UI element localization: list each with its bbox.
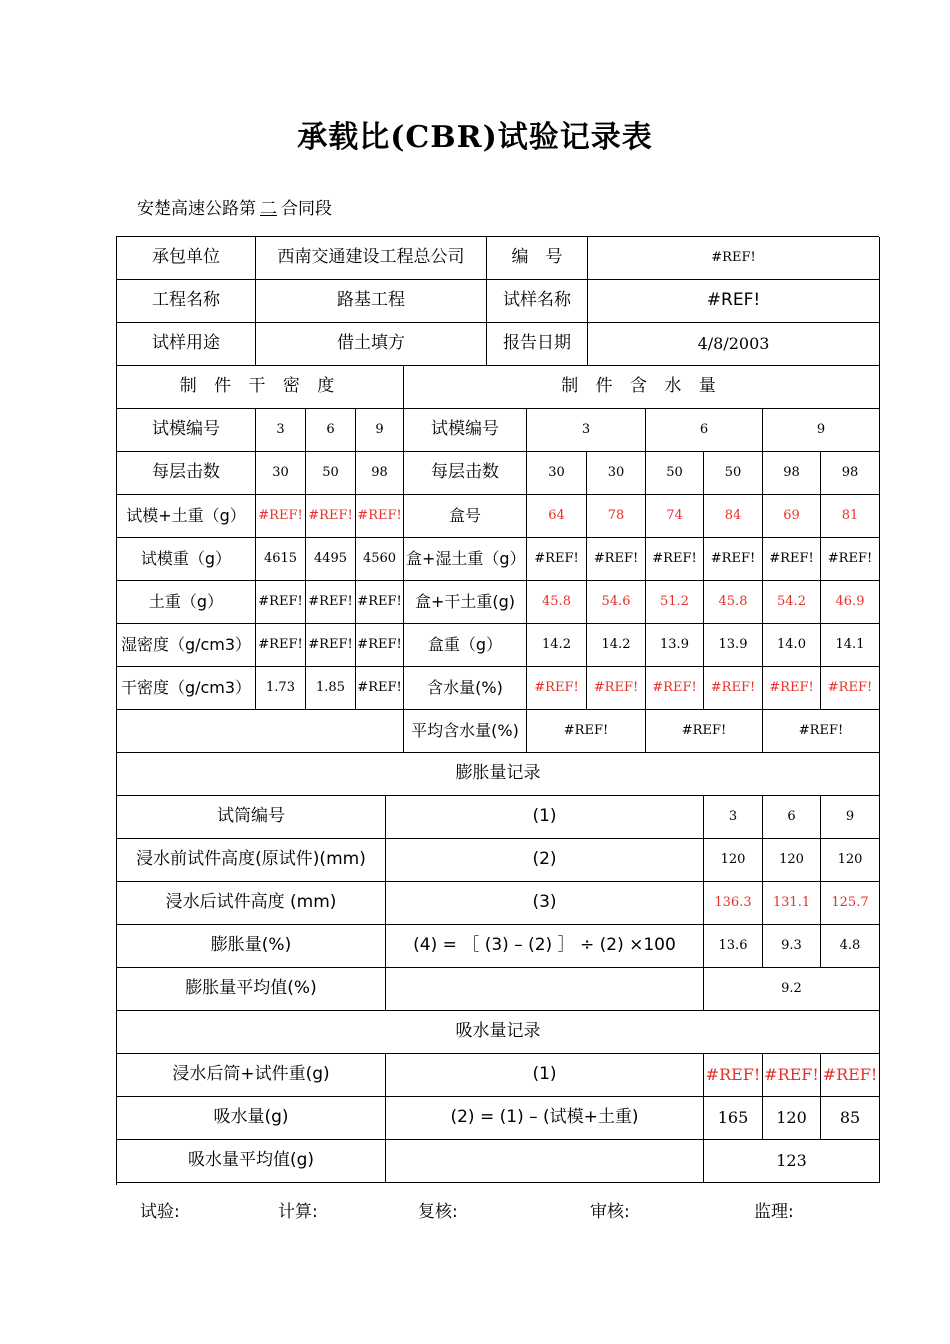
moisture-value: 14.1 [821,624,880,667]
header-label: 报告日期 [487,323,588,366]
density-value: 1.73 [256,667,306,710]
supervisor-label: 监理: [754,1202,794,1222]
swell-value: 6 [763,796,821,839]
page-title: 承载比(CBR)试验记录表 [297,120,653,155]
moisture-value: 54.6 [587,581,646,624]
header-value: 4/8/2003 [588,323,880,366]
section-number: 二 [260,199,277,219]
swell-avg-value: 9.2 [704,968,880,1011]
header-value: 借土填方 [256,323,487,366]
calculator-label: 计算: [278,1202,318,1222]
blows-value: 98 [763,452,821,495]
absorption-section-title: 吸水量记录 [117,1011,880,1054]
density-value: #REF! [356,495,404,538]
tester-label: 试验: [140,1202,180,1222]
mold-number: 6 [646,409,763,452]
blank-cell [386,968,704,1011]
density-value: 4495 [306,538,356,581]
header-label: 试样名称 [487,280,588,323]
moisture-value: #REF! [821,667,880,710]
mold-number: 9 [356,409,404,452]
absorption-row-label: 吸水量(g) [117,1097,386,1140]
swell-formula: (1) [386,796,704,839]
swell-value: 3 [704,796,763,839]
moisture-row-label: 盒+湿土重（g） [404,538,527,581]
mold-number: 6 [306,409,356,452]
density-value: 1.85 [306,667,356,710]
header-value: #REF! [588,280,880,323]
density-row-label: 土重（g） [117,581,256,624]
swell-formula: (4) = ［ (3) – (2) ］ ÷ (2) ×100 [386,925,704,968]
swell-row-label: 试筒编号 [117,796,386,839]
density-value: #REF! [256,495,306,538]
header-label: 试样用途 [117,323,256,366]
swell-value: 4.8 [821,925,880,968]
density-value: #REF! [256,624,306,667]
mold-number: 9 [763,409,880,452]
moisture-value: #REF! [587,667,646,710]
blows-label: 每层击数 [117,452,256,495]
header-value: #REF! [588,237,880,280]
moisture-value: 74 [646,495,704,538]
moisture-value: 14.2 [587,624,646,667]
reviewer-label: 复核: [418,1202,458,1222]
mold-number: 3 [527,409,646,452]
density-value: #REF! [306,624,356,667]
blows-value: 30 [587,452,646,495]
moisture-row-label: 含水量(%) [404,667,527,710]
density-value: #REF! [256,581,306,624]
swell-value: 13.6 [704,925,763,968]
moisture-value: 45.8 [527,581,587,624]
swell-value: 136.3 [704,882,763,925]
density-value: #REF! [356,624,404,667]
blank-cell [386,1140,704,1183]
moisture-value: #REF! [527,667,587,710]
subtitle-prefix: 安楚高速公路第 [137,199,256,219]
density-value: #REF! [356,667,404,710]
blows-value: 98 [821,452,880,495]
blows-value: 30 [256,452,306,495]
moisture-value: 13.9 [704,624,763,667]
swell-section-title: 膨胀量记录 [117,753,880,796]
swell-value: 120 [821,839,880,882]
absorption-formula: (1) [386,1054,704,1097]
blank-cell [117,710,404,753]
moisture-value: #REF! [821,538,880,581]
cbr-record-table [116,236,879,1185]
contract-section-line [137,194,332,219]
moisture-value: 54.2 [763,581,821,624]
auditor-label: 审核: [590,1202,630,1222]
density-row-label: 试模+土重（g） [117,495,256,538]
swell-value: 120 [763,839,821,882]
absorption-formula: (2) = (1) – (试模+土重) [386,1097,704,1140]
absorption-value: 120 [763,1097,821,1140]
blows-value: 50 [306,452,356,495]
density-value: #REF! [356,581,404,624]
moisture-value: 81 [821,495,880,538]
density-value: #REF! [306,581,356,624]
moisture-row-label: 盒重（g） [404,624,527,667]
absorption-avg-value: 123 [704,1140,880,1183]
blows-value: 50 [646,452,704,495]
mold-number-label: 试模编号 [404,409,527,452]
moisture-value: #REF! [763,667,821,710]
moisture-section-title: 制 件 含 水 量 [404,366,880,409]
avg-moisture-label: 平均含水量(%) [404,710,527,753]
moisture-row-label: 盒号 [404,495,527,538]
header-value: 西南交通建设工程总公司 [256,237,487,280]
avg-moisture-value: #REF! [763,710,880,753]
swell-row-label: 浸水后试件高度 (mm) [117,882,386,925]
moisture-value: 51.2 [646,581,704,624]
absorption-value: #REF! [704,1054,763,1097]
moisture-value: #REF! [587,538,646,581]
blows-value: 30 [527,452,587,495]
density-value: 4560 [356,538,404,581]
header-label: 编 号 [487,237,588,280]
moisture-value: #REF! [763,538,821,581]
density-row-label: 试模重（g） [117,538,256,581]
mold-number-label: 试模编号 [117,409,256,452]
absorption-row-label: 浸水后筒+试件重(g) [117,1054,386,1097]
moisture-value: 14.0 [763,624,821,667]
swell-value: 120 [704,839,763,882]
swell-value: 125.7 [821,882,880,925]
moisture-value: 69 [763,495,821,538]
swell-row-label: 浸水前试件高度(原试件)(mm) [117,839,386,882]
moisture-value: #REF! [646,538,704,581]
header-label: 承包单位 [117,237,256,280]
moisture-value: 46.9 [821,581,880,624]
absorption-value: 165 [704,1097,763,1140]
swell-value: 9 [821,796,880,839]
header-label: 工程名称 [117,280,256,323]
avg-moisture-value: #REF! [646,710,763,753]
header-value: 路基工程 [256,280,487,323]
density-row-label: 湿密度（g/cm3） [117,624,256,667]
density-value: #REF! [306,495,356,538]
swell-value: 9.3 [763,925,821,968]
mold-number: 3 [256,409,306,452]
moisture-value: 78 [587,495,646,538]
moisture-value: 84 [704,495,763,538]
moisture-value: #REF! [646,667,704,710]
moisture-value: #REF! [704,667,763,710]
swell-row-label: 膨胀量(%) [117,925,386,968]
moisture-value: 64 [527,495,587,538]
moisture-value: 45.8 [704,581,763,624]
absorption-value: 85 [821,1097,880,1140]
density-section-title: 制 件 干 密 度 [117,366,404,409]
density-value: 4615 [256,538,306,581]
swell-value: 131.1 [763,882,821,925]
blows-value: 98 [356,452,404,495]
moisture-value: #REF! [704,538,763,581]
moisture-row-label: 盒+干土重(g) [404,581,527,624]
absorption-avg-label: 吸水量平均值(g) [117,1140,386,1183]
density-row-label: 干密度（g/cm3） [117,667,256,710]
blows-label: 每层击数 [404,452,527,495]
blows-value: 50 [704,452,763,495]
swell-formula: (3) [386,882,704,925]
moisture-value: 14.2 [527,624,587,667]
swell-formula: (2) [386,839,704,882]
moisture-value: 13.9 [646,624,704,667]
swell-avg-label: 膨胀量平均值(%) [117,968,386,1011]
absorption-value: #REF! [821,1054,880,1097]
avg-moisture-value: #REF! [527,710,646,753]
subtitle-suffix: 合同段 [281,199,332,219]
moisture-value: #REF! [527,538,587,581]
absorption-value: #REF! [763,1054,821,1097]
